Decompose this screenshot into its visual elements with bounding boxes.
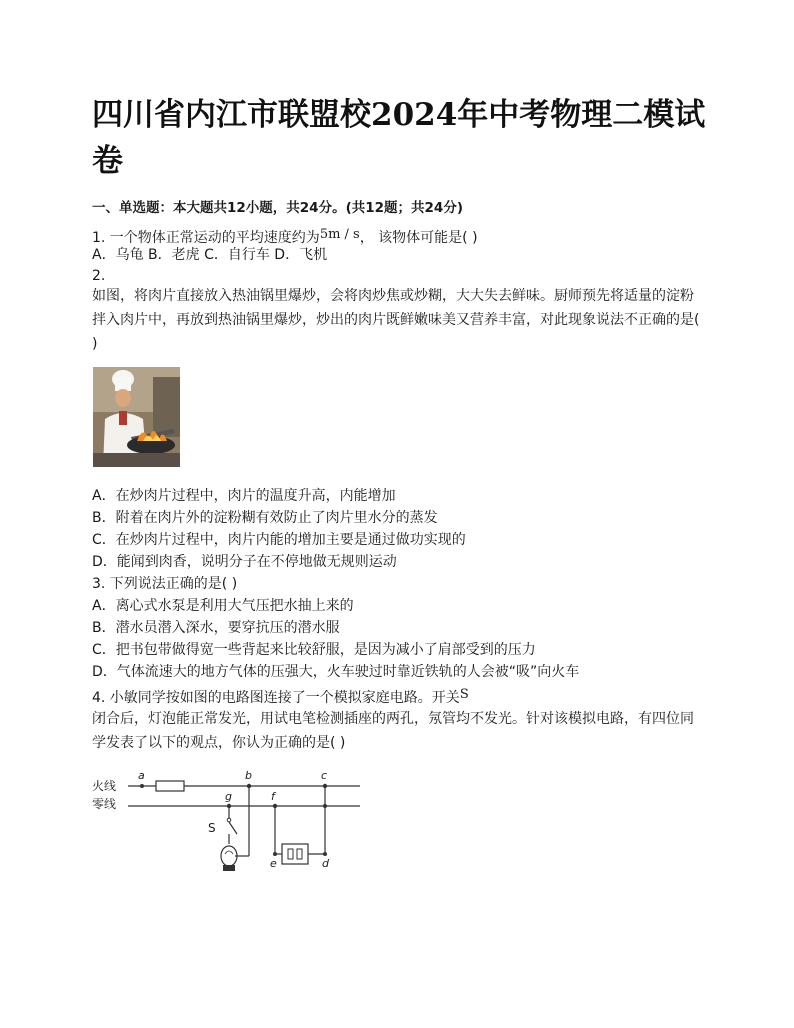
svg-text:c: c [321, 769, 328, 782]
question-1-text-before: 1. 一个物体正常运动的平均速度约为 [92, 230, 320, 246]
question-3-option-a: A．离心式水泵是利用大气压把水抽上来的 [92, 598, 354, 614]
switch-icon [229, 822, 237, 834]
speed-formula: 5m / s [319, 227, 360, 242]
question-2-stem: 如图，将肉片直接放入热油锅里爆炒，会将肉炒焦或炒糊，大大失去鲜味。厨师预先将适量的淀粉拌入肉片中，再放到热油锅里爆炒，炒出的肉片既鲜嫩味美又营养丰富，对此现象说法不正确的是( ) [92, 288, 700, 352]
section-header: 一、单选题：本大题共12小题，共24分。(共12题；共24分) [92, 200, 463, 216]
switch-symbol: S [459, 687, 469, 702]
socket-icon [282, 844, 308, 864]
question-3-option-d: D．气体流速大的地方气体的压强大，火车驶过时靠近铁轨的人会被“吸”向火车 [92, 664, 580, 680]
neutral-wire-label: 零线 [92, 797, 117, 811]
page-title: 四川省内江市联盟校2024年中考物理二模试卷 [92, 97, 706, 179]
fuse-icon [156, 781, 184, 791]
question-3-option-c: C．把书包带做得宽一些背起来比较舒服，是因为减小了肩部受到的压力 [92, 642, 536, 658]
question-4-text: 4. 小敏同学按如图的电路图连接了一个模拟家庭电路。开关 [92, 690, 460, 706]
svg-text:a: a [138, 769, 145, 782]
question-3-stem: 3. 下列说法正确的是( ) [92, 576, 238, 592]
svg-text:d: d [322, 857, 329, 870]
svg-text:g: g [225, 790, 232, 803]
question-2-option-d: D．能闻到肉香，说明分子在不停地做无规则运动 [92, 554, 397, 570]
light-bulb-icon [221, 846, 237, 871]
chef-stir-fry-image [93, 367, 180, 467]
question-4-stem-rest: 闭合后，灯泡能正常发光，用试电笔检测插座的两孔，氖管均不发光。针对该模拟电路，有四位同学发表了以下的观点，你认为正确的是( ) [92, 711, 694, 751]
question-3-option-b: B．潜水员潜入深水，要穿抗压的潜水服 [92, 620, 340, 636]
question-2-option-b: B．附着在肉片外的淀粉糊有效防止了肉片里水分的蒸发 [92, 510, 438, 526]
question-1-options: A．乌龟 B．老虎 C．自行车 D．飞机 [92, 247, 328, 263]
switch-label: S [208, 821, 216, 835]
svg-text:e: e [270, 857, 277, 870]
question-1-text-after: ， 该物体可能是( ) [359, 230, 478, 246]
svg-text:f: f [271, 790, 275, 803]
question-4-stem-line-1 [92, 685, 469, 708]
question-2-number: 2. [92, 268, 106, 284]
household-circuit-diagram [92, 766, 382, 876]
question-2-option-a: A．在炒肉片过程中，肉片的温度升高，内能增加 [92, 488, 396, 504]
live-wire-label: 火线 [92, 779, 117, 793]
svg-text:b: b [245, 769, 252, 782]
question-2-option-c: C．在炒肉片过程中，肉片内能的增加主要是通过做功实现的 [92, 532, 466, 548]
